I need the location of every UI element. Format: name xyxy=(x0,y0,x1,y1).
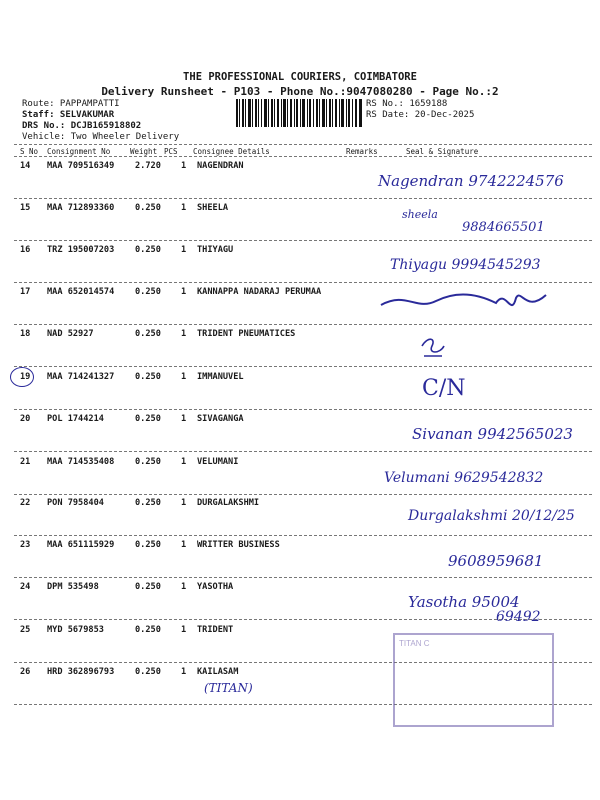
row-sno: 24 xyxy=(20,582,31,592)
row-weight: 0.250 xyxy=(135,540,161,550)
row-sno: 22 xyxy=(20,498,31,508)
row-sno: 16 xyxy=(20,245,31,255)
row-weight: 0.250 xyxy=(135,245,161,255)
row-divider xyxy=(14,366,592,367)
row-consignee-name: IMMANUVEL xyxy=(197,372,244,382)
row-divider xyxy=(14,324,592,325)
handwriting-row-15-phone: 9884665501 xyxy=(462,220,545,235)
row-consignee-name: TRIDENT PNEUMATICES xyxy=(197,329,296,339)
handwriting-titan: (TITAN) xyxy=(204,681,253,695)
row-divider xyxy=(14,494,592,495)
row-divider xyxy=(14,451,592,452)
row-consignment-no: NAD 52927 xyxy=(47,329,94,339)
handwriting-row-22: Durgalakshmi 20/12/25 xyxy=(408,508,575,524)
row-consignee-name: TRIDENT xyxy=(197,625,234,635)
row-consignment-no: MAA 709516349 xyxy=(47,161,115,171)
handwriting-row-16: Thiyagu 9994545293 xyxy=(390,257,541,273)
handwriting-row-23: 9608959681 xyxy=(448,552,544,570)
row-sno: 23 xyxy=(20,540,31,550)
row-consignment-no: MYD 5679853 xyxy=(47,625,104,635)
handwriting-row-21: Velumani 9629542832 xyxy=(384,470,544,486)
row-pcs: 1 xyxy=(181,329,187,339)
staff-label: Staff: SELVAKUMAR xyxy=(22,110,115,120)
row-pcs: 1 xyxy=(181,457,187,467)
row-divider xyxy=(14,409,592,410)
row-consignment-no: MAA 714535408 xyxy=(47,457,115,467)
row-consignment-no: TRZ 195007203 xyxy=(47,245,115,255)
handwriting-row-15-name: sheela xyxy=(402,208,438,221)
row-weight: 0.250 xyxy=(135,329,161,339)
col-remarks: Remarks xyxy=(346,147,378,156)
header-divider xyxy=(14,144,592,145)
drs-label: DRS No.: DCJB165918802 xyxy=(22,121,142,131)
barcode xyxy=(236,99,362,127)
row-consignment-no: MAA 712893360 xyxy=(47,203,115,213)
row-sno: 21 xyxy=(20,457,31,467)
row-weight: 0.250 xyxy=(135,667,161,677)
row-pcs: 1 xyxy=(181,414,187,424)
row-consignee-name: KAILASAM xyxy=(197,667,239,677)
row-consignment-no: POL 1744214 xyxy=(47,414,104,424)
row-divider xyxy=(14,198,592,199)
row-consignee-name: DURGALAKSHMI xyxy=(197,498,260,508)
row-consignment-no: HRD 362896793 xyxy=(47,667,115,677)
handwriting-row-14: Nagendran 9742224576 xyxy=(378,172,564,190)
col-pcs: PCS xyxy=(164,147,178,156)
handwriting-row-24: Yasotha 95004 xyxy=(408,593,520,611)
row-pcs: 1 xyxy=(181,245,187,255)
handwriting-row-24-extra: 69492 xyxy=(496,609,541,625)
signature-row-18 xyxy=(418,332,448,362)
row-consignee-name: SHEELA xyxy=(197,203,229,213)
row-pcs: 1 xyxy=(181,372,187,382)
row-sno: 14 xyxy=(20,161,31,171)
row-pcs: 1 xyxy=(181,540,187,550)
row-weight: 0.250 xyxy=(135,203,161,213)
row-consignee-name: SIVAGANGA xyxy=(197,414,244,424)
rs-number: RS No.: 1659188 xyxy=(366,99,448,109)
signature-row-17 xyxy=(376,283,556,323)
route-label: Route: PAPPAMPATTI xyxy=(22,99,120,109)
row-consignment-no: MAA 714241327 xyxy=(47,372,115,382)
row-consignment-no: DPM 535498 xyxy=(47,582,99,592)
row-19-circle-mark xyxy=(10,367,34,387)
row-weight: 0.250 xyxy=(135,372,161,382)
row-consignment-no: PON 7958404 xyxy=(47,498,104,508)
row-consignee-name: THIYAGU xyxy=(197,245,234,255)
row-weight: 0.250 xyxy=(135,582,161,592)
handwriting-row-19: C/N xyxy=(422,376,466,401)
row-pcs: 1 xyxy=(181,625,187,635)
row-pcs: 1 xyxy=(181,287,187,297)
row-consignee-name: YASOTHA xyxy=(197,582,234,592)
row-weight: 0.250 xyxy=(135,287,161,297)
runsheet-subtitle: Delivery Runsheet - P103 - Phone No.:9047080280 - Page No.:2 xyxy=(101,85,499,98)
row-consignee-name: KANNAPPA NADARAJ PERUMAA xyxy=(197,287,322,297)
row-weight: 0.250 xyxy=(135,498,161,508)
row-pcs: 1 xyxy=(181,161,187,171)
company-title: THE PROFESSIONAL COURIERS, COIMBATORE xyxy=(183,71,417,83)
row-divider xyxy=(14,240,592,241)
row-sno: 20 xyxy=(20,414,31,424)
row-weight: 0.250 xyxy=(135,625,161,635)
col-weight: Weight xyxy=(130,147,158,156)
row-sno: 26 xyxy=(20,667,31,677)
col-sno: S No xyxy=(20,147,39,156)
row-consignment-no: MAA 651115929 xyxy=(47,540,115,550)
row-sno: 19 xyxy=(20,372,31,382)
company-seal-stamp xyxy=(393,633,554,727)
row-divider xyxy=(14,535,592,536)
col-consignee: Consignee Details xyxy=(193,147,270,156)
row-sno: 25 xyxy=(20,625,31,635)
handwriting-row-20: Sivanan 9942565023 xyxy=(412,425,573,443)
row-weight: 2.720 xyxy=(135,161,161,171)
stamp-text: TITAN C xyxy=(399,639,430,648)
row-pcs: 1 xyxy=(181,498,187,508)
col-seal-signature: Seal & Signature xyxy=(406,147,479,156)
rs-date: RS Date: 20-Dec-2025 xyxy=(366,110,475,120)
row-divider xyxy=(14,577,592,578)
row-sno: 17 xyxy=(20,287,31,297)
vehicle-label: Vehicle: Two Wheeler Delivery xyxy=(22,132,180,142)
columns-divider xyxy=(14,156,592,157)
row-pcs: 1 xyxy=(181,667,187,677)
row-sno: 15 xyxy=(20,203,31,213)
row-pcs: 1 xyxy=(181,582,187,592)
row-consignment-no: MAA 652014574 xyxy=(47,287,115,297)
row-pcs: 1 xyxy=(181,203,187,213)
row-consignee-name: VELUMANI xyxy=(197,457,239,467)
row-consignee-name: WRITTER BUSINESS xyxy=(197,540,280,550)
row-sno: 18 xyxy=(20,329,31,339)
row-weight: 0.250 xyxy=(135,414,161,424)
col-consignment: Consignment No xyxy=(47,147,111,156)
row-consignee-name: NAGENDRAN xyxy=(197,161,244,171)
row-weight: 0.250 xyxy=(135,457,161,467)
